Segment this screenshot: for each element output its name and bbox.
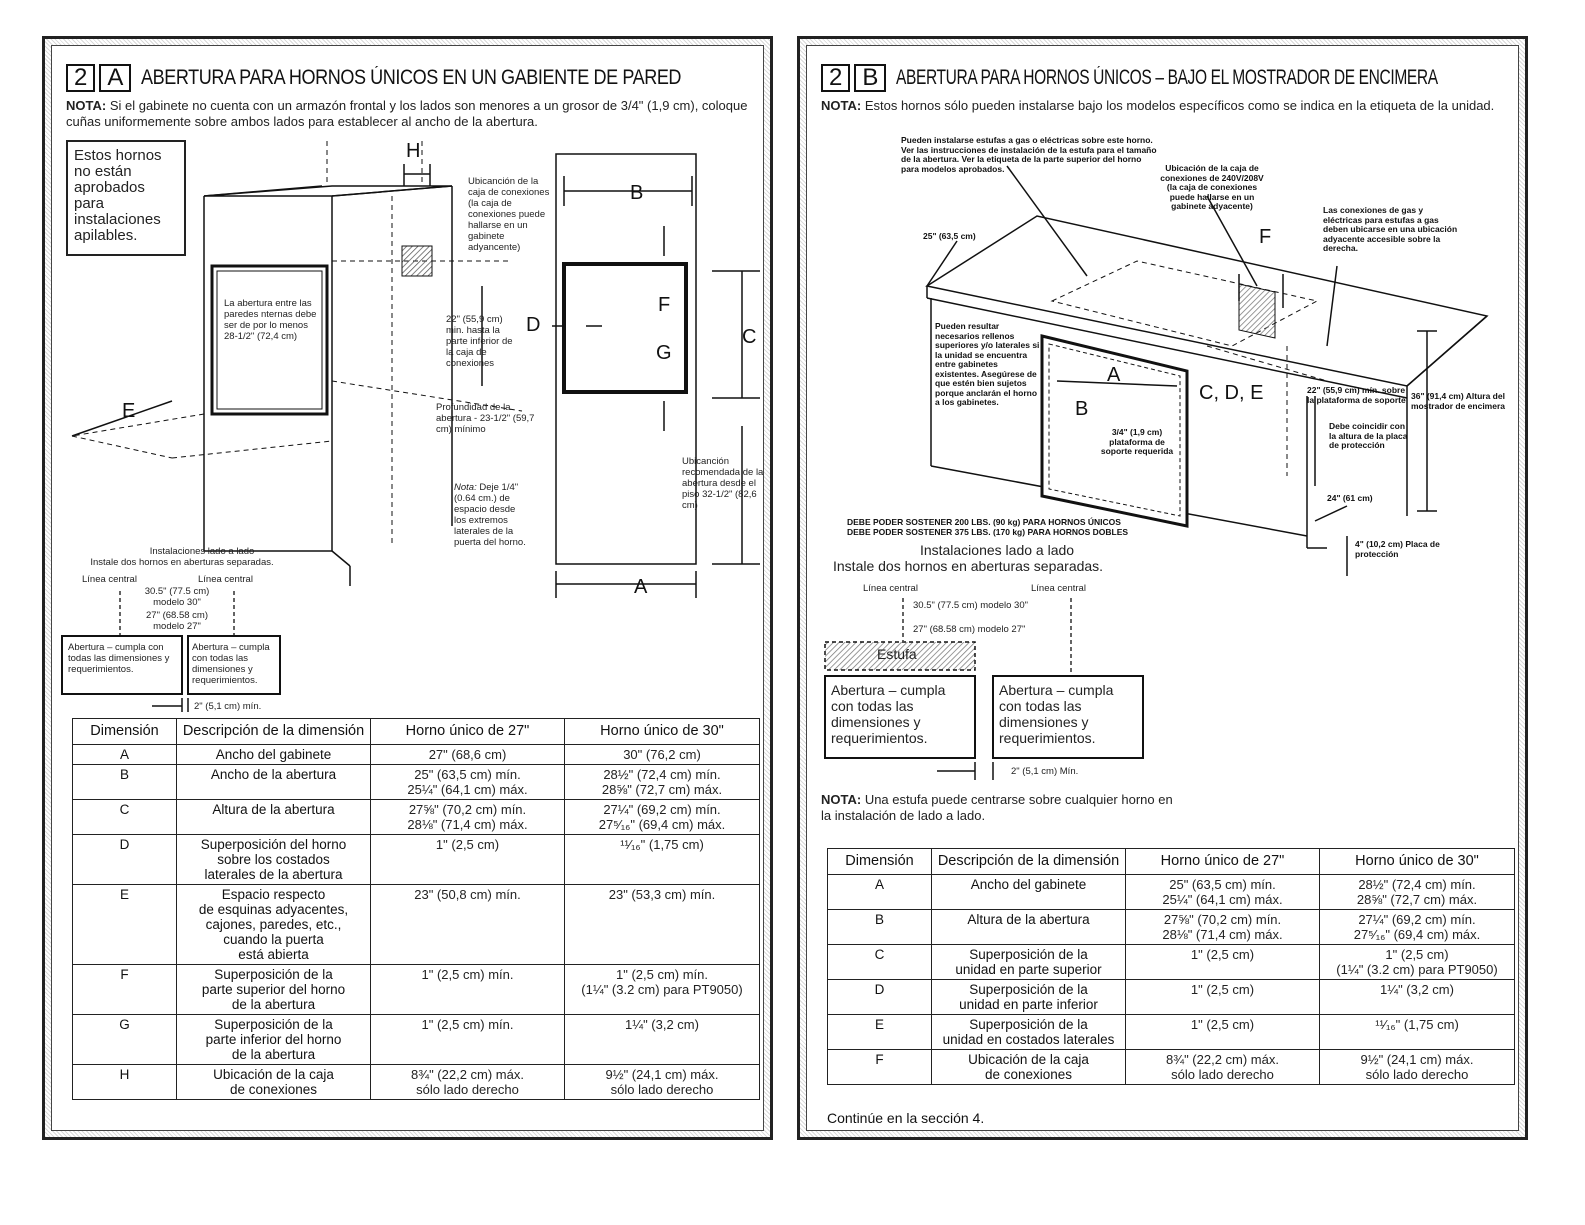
dimension-cell: F bbox=[73, 965, 177, 1015]
section-2b-content bbox=[806, 45, 1519, 1131]
label-d: D bbox=[526, 314, 541, 336]
floor-height-note: Ubicanción recomendada de la abertura desde el piso 32-1/2" (82,6 cm) bbox=[682, 456, 764, 511]
side-by-side-subtitle: Instale dos hornos en aberturas separadas. bbox=[90, 557, 274, 568]
continue-note: Continúe en la sección 4. bbox=[827, 1110, 985, 1126]
counter-height-note: 36" (91,4 cm) Altura del mostrador de encimera bbox=[1411, 391, 1506, 411]
description-cell: Ancho del gabinete bbox=[177, 745, 371, 765]
description-cell: Altura de la abertura bbox=[177, 800, 371, 835]
section-letter: A bbox=[99, 64, 131, 92]
side-by-side-subtitle: Instale dos hornos en aberturas separadas. bbox=[833, 558, 1104, 574]
value-27-cell: 27⅝" (70,2 cm) mín. 28⅛" (71,4 cm) máx. bbox=[1126, 910, 1320, 945]
col-dimension: Dimensión bbox=[73, 719, 177, 745]
wall-opening-note: La abertura entre las paredes nternas debe ser de por lo menos 28-1/2" (72,4 cm) bbox=[224, 298, 317, 342]
value-30-cell: 23" (53,3 cm) mín. bbox=[565, 885, 760, 965]
depth-note: Profundidad de la abertura - 23-1/2" (59,7 cm) mínimo bbox=[436, 402, 535, 435]
toe-kick-note: 4" (10,2 cm) Placa de protección bbox=[1355, 539, 1440, 559]
table-row bbox=[828, 875, 1515, 910]
description-cell: Superposición de la parte superior del horno de la abertura bbox=[177, 965, 371, 1015]
table-row bbox=[73, 745, 760, 765]
value-30-cell: 27¼" (69,2 cm) mín. 27⁵⁄₁₆" (69,4 cm) máx. bbox=[1320, 910, 1515, 945]
side-by-side-title: Instalaciones lado a lado bbox=[919, 542, 1075, 558]
junction-box-note: Ubicanción de la caja de conexiones (la caja de conexiones puede hallarse en un gabinete adyancente) bbox=[468, 176, 550, 253]
stack-warning-box: Estos hornos no están aprobados para instalaciones apilables. bbox=[66, 140, 186, 256]
filler-note: Pueden resultar necesarios rellenos superiores y/o laterales si la unidad se encuentra entre gabinetes existentes. Asegúrese de que estén bien sujetos porque anclarán el horno a los gabinetes. bbox=[935, 321, 1040, 407]
table-row bbox=[828, 1015, 1515, 1050]
value-27-cell: 8¾" (22,2 cm) máx. sólo lado derecho bbox=[371, 1065, 565, 1100]
value-30-cell: 28½" (72,4 cm) mín. 28⅝" (72,7 cm) máx. bbox=[565, 765, 760, 800]
table-row bbox=[828, 910, 1515, 945]
centerline-left: Línea central bbox=[863, 583, 918, 594]
section-number: 2 bbox=[66, 64, 95, 92]
col-dimension: Dimensión bbox=[828, 849, 932, 875]
dimension-cell: B bbox=[828, 910, 932, 945]
dimension-cell: D bbox=[828, 980, 932, 1015]
value-30-cell: ¹¹⁄₁₆" (1,75 cm) bbox=[565, 835, 760, 885]
label-cde: C, D, E bbox=[1199, 382, 1264, 404]
depth-24-note: 24" (61 cm) bbox=[1327, 493, 1373, 503]
label-b: B bbox=[630, 182, 644, 204]
table-row bbox=[73, 1015, 760, 1065]
description-cell: Superposición de la unidad en parte inferior bbox=[932, 980, 1126, 1015]
value-30-cell: 1" (2,5 cm) mín. (1¼" (3.2 cm) para PT9050) bbox=[565, 965, 760, 1015]
centerline-right: Línea central bbox=[198, 574, 253, 585]
side-by-side-title: Instalaciones lado a lado bbox=[149, 546, 255, 557]
description-cell: Superposición de la unidad en parte superior bbox=[932, 945, 1126, 980]
cooktop-label: Estufa bbox=[877, 646, 917, 662]
opening-box-2: Abertura – cumpla con todas las dimensiones y requerimientos. bbox=[192, 642, 270, 686]
dimension-30-note: 30.5" (77.5 cm) modelo 30" bbox=[913, 600, 1028, 611]
toe-kick-match-note: Debe coincidir con la altura de la placa de protección bbox=[1329, 421, 1408, 450]
section-title: ABERTURA PARA HORNOS ÚNICOS – BAJO EL MOSTRADOR DE ENCIMERA bbox=[896, 66, 1439, 89]
table-row bbox=[828, 980, 1515, 1015]
junction-height-note: 22" (55,9 cm) min. hasta la parte inferior de la caja de conexiones bbox=[446, 314, 513, 369]
description-cell: Ancho del gabinete bbox=[932, 875, 1126, 910]
label-e: E bbox=[122, 400, 136, 422]
dimension-cell: E bbox=[73, 885, 177, 965]
value-30-cell: 1¼" (3,2 cm) bbox=[565, 1015, 760, 1065]
col-description: Descripción de la dimensión bbox=[932, 849, 1126, 875]
label-h: H bbox=[406, 140, 421, 162]
description-cell: Altura de la abertura bbox=[932, 910, 1126, 945]
depth-25-note: 25" (63,5 cm) bbox=[923, 231, 976, 241]
gap-min-note: 2" (5,1 cm) Mín. bbox=[1011, 766, 1079, 777]
description-cell: Ubicación de la caja de conexiones bbox=[177, 1065, 371, 1100]
col-description: Descripción de la dimensión bbox=[177, 719, 371, 745]
value-27-cell: 1" (2,5 cm) bbox=[371, 835, 565, 885]
value-27-cell: 25" (63,5 cm) mín. 25¼" (64,1 cm) máx. bbox=[371, 765, 565, 800]
opening-box-1: Abertura – cumpla con todas las dimensiones y requerimientos. bbox=[68, 642, 170, 675]
description-cell: Superposición del horno sobre los costados laterales de la abertura bbox=[177, 835, 371, 885]
opening-box-2: Abertura – cumpla con todas las dimensiones y requerimientos. bbox=[999, 682, 1114, 746]
section-2a-content bbox=[51, 45, 764, 1131]
dimension-cell: C bbox=[828, 945, 932, 980]
label-g: G bbox=[656, 342, 672, 364]
gas-connection-note: Las conexiones de gas y eléctricas para estufas a gas deben ubicarse en una ubicación adyacente accesible sobre la derecha. bbox=[1323, 205, 1458, 253]
side-by-side-note: NOTA: Una estufa puede centrarse sobre cualquier horno en la instalación de lado a lado. bbox=[821, 792, 1173, 823]
value-30-cell: 28½" (72,4 cm) mín. 28⅝" (72,7 cm) máx. bbox=[1320, 875, 1515, 910]
value-27-cell: 27" (68,6 cm) bbox=[371, 745, 565, 765]
dimension-cell: A bbox=[828, 875, 932, 910]
dimension-27-note: 27" (68.58 cm) modelo 27" bbox=[146, 610, 208, 632]
label-f: F bbox=[1259, 226, 1272, 248]
value-30-cell: 1¼" (3,2 cm) bbox=[1320, 980, 1515, 1015]
value-27-cell: 25" (63,5 cm) mín. 25¼" (64,1 cm) máx. bbox=[1126, 875, 1320, 910]
description-cell: Espacio respecto de esquinas adyacentes, cajones, paredes, etc., cuando la puerta está abierta bbox=[177, 885, 371, 965]
weight-note-single: DEBE PODER SOSTENER 200 LBS. (90 kg) PARA HORNOS ÚNICOS bbox=[847, 517, 1121, 527]
value-30-cell: 9½" (24,1 cm) máx. sólo lado derecho bbox=[1320, 1050, 1515, 1085]
section-letter: B bbox=[854, 64, 886, 92]
section-note: NOTA: Estos hornos sólo pueden instalarse bajo los modelos específicos como se indica en la etiqueta de la unidad. bbox=[821, 98, 1495, 113]
label-c: C bbox=[742, 326, 757, 348]
table-row bbox=[73, 765, 760, 800]
dimension-cell: C bbox=[73, 800, 177, 835]
col-27: Horno único de 27" bbox=[371, 719, 565, 745]
value-27-cell: 27⅝" (70,2 cm) mín. 28⅛" (71,4 cm) máx. bbox=[371, 800, 565, 835]
description-cell: Ancho de la abertura bbox=[177, 765, 371, 800]
min-height-note: 22" (55,9 cm) mín. sobre la plataforma de soporte bbox=[1307, 385, 1406, 405]
dimension-30-note: 30.5" (77.5 cm) modelo 30" bbox=[144, 586, 210, 608]
junction-box-note: Ubicación de la caja de conexiones de 240V/208V (la caja de conexiones puede hallarse en un gabinete adyacente) bbox=[1160, 163, 1264, 211]
dimension-cell: F bbox=[828, 1050, 932, 1085]
value-30-cell: 9½" (24,1 cm) máx. sólo lado derecho bbox=[565, 1065, 760, 1100]
cooktop-note: Pueden instalarse estufas a gas o eléctricas sobre este horno. Ver las instrucciones de instalación de la estufa para el tamaño de la abertura. Ver la etiqueta de la parte superior del horno para modelos aprobados. bbox=[901, 135, 1157, 174]
col-27: Horno único de 27" bbox=[1126, 849, 1320, 875]
value-27-cell: 1" (2,5 cm) mín. bbox=[371, 965, 565, 1015]
table-row bbox=[828, 1050, 1515, 1085]
table-row bbox=[828, 945, 1515, 980]
table-row bbox=[73, 800, 760, 835]
value-27-cell: 8¾" (22,2 cm) máx. sólo lado derecho bbox=[1126, 1050, 1320, 1085]
section-title: ABERTURA PARA HORNOS ÚNICOS EN UN GABIENTE DE PARED bbox=[141, 66, 682, 89]
table-row bbox=[73, 835, 760, 885]
table-row bbox=[73, 1065, 760, 1100]
section-2b-panel bbox=[797, 36, 1528, 1140]
section-note: NOTA: Si el gabinete no cuenta con un armazón frontal y los lados son menores a un grosor de 3/4" (1,9 cm), coloque cuñas uniformemente sobre ambos lados para establecer al ancho de la abertura. bbox=[66, 98, 748, 129]
section-number: 2 bbox=[821, 64, 850, 92]
dimension-27-note: 27" (68.58 cm) modelo 27" bbox=[913, 624, 1026, 635]
col-30: Horno único de 30" bbox=[1320, 849, 1515, 875]
value-30-cell: 1" (2,5 cm) (1¼" (3.2 cm) para PT9050) bbox=[1320, 945, 1515, 980]
col-30: Horno único de 30" bbox=[565, 719, 760, 745]
table-row bbox=[73, 885, 760, 965]
dimension-cell: H bbox=[73, 1065, 177, 1100]
value-30-cell: ¹¹⁄₁₆" (1,75 cm) bbox=[1320, 1015, 1515, 1050]
value-27-cell: 1" (2,5 cm) bbox=[1126, 1015, 1320, 1050]
value-30-cell: 30" (76,2 cm) bbox=[565, 745, 760, 765]
platform-note: 3/4" (1,9 cm) plataforma de soporte requerida bbox=[1100, 427, 1174, 456]
label-b: B bbox=[1075, 398, 1089, 420]
door-clearance-note: Nota: Deje 1/4" (0.64 cm.) de espacio desde los extremos laterales de la puerta del horno. bbox=[454, 482, 526, 548]
description-cell: Ubicación de la caja de conexiones bbox=[932, 1050, 1126, 1085]
centerline-left: Línea central bbox=[82, 574, 137, 585]
value-27-cell: 23" (50,8 cm) mín. bbox=[371, 885, 565, 965]
description-cell: Superposición de la unidad en costados laterales bbox=[932, 1015, 1126, 1050]
dimension-cell: E bbox=[828, 1015, 932, 1050]
weight-note-double: DEBE PODER SOSTENER 375 LBS. (170 kg) PARA HORNOS DOBLES bbox=[847, 527, 1129, 537]
table-row bbox=[73, 965, 760, 1015]
dimension-cell: D bbox=[73, 835, 177, 885]
dimension-table-b bbox=[827, 848, 1515, 1085]
label-f: F bbox=[658, 294, 671, 316]
section-2a-panel bbox=[42, 36, 773, 1140]
label-a: A bbox=[634, 576, 648, 598]
value-27-cell: 1" (2,5 cm) bbox=[1126, 945, 1320, 980]
dimension-cell: G bbox=[73, 1015, 177, 1065]
dimension-cell: B bbox=[73, 765, 177, 800]
label-a: A bbox=[1107, 364, 1121, 386]
dimension-table-a bbox=[72, 718, 760, 1100]
opening-box-1: Abertura – cumpla con todas las dimensiones y requerimientos. bbox=[831, 682, 946, 746]
value-27-cell: 1" (2,5 cm) bbox=[1126, 980, 1320, 1015]
value-30-cell: 27¼" (69,2 cm) mín. 27⁵⁄₁₆" (69,4 cm) máx. bbox=[565, 800, 760, 835]
dimension-cell: A bbox=[73, 745, 177, 765]
centerline-right: Línea central bbox=[1031, 583, 1086, 594]
description-cell: Superposición de la parte inferior del horno de la abertura bbox=[177, 1015, 371, 1065]
value-27-cell: 1" (2,5 cm) mín. bbox=[371, 1015, 565, 1065]
gap-min-note: 2" (5,1 cm) mín. bbox=[194, 701, 262, 712]
